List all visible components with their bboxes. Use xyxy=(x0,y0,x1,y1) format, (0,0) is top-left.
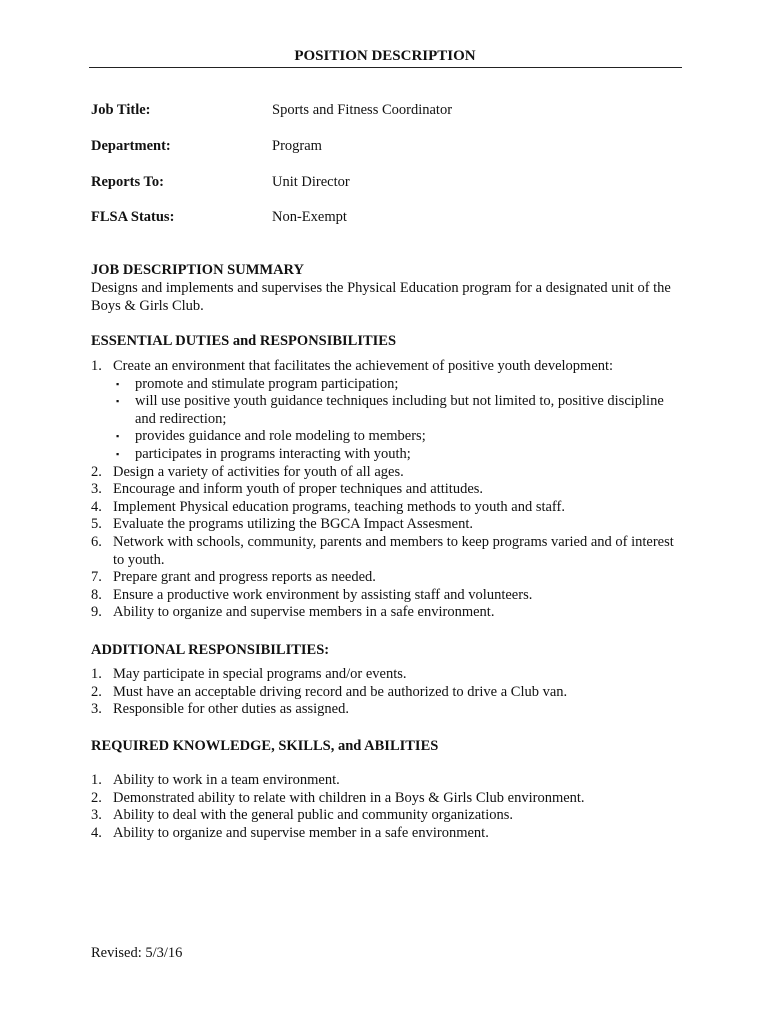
item-number: 3. xyxy=(91,481,102,498)
list-item xyxy=(91,701,686,719)
bullet-icon: ▪ xyxy=(116,448,120,459)
item-text: May participate in special programs and/or events. xyxy=(113,666,407,682)
sub-item-text: participates in programs interacting with youth; xyxy=(135,445,411,462)
required-skills-list xyxy=(91,772,686,842)
sub-list xyxy=(113,376,686,464)
essential-heading: ESSENTIAL DUTIES and RESPONSIBILITIES xyxy=(91,333,397,349)
bullet-icon: ▪ xyxy=(116,431,120,442)
list-item xyxy=(91,807,686,825)
field-label: FLSA Status: xyxy=(91,209,175,225)
list-item xyxy=(91,772,686,790)
summary-text: Designs and implements and supervises the Physical Education program for a designated unit of the Boys & Girls Club. xyxy=(91,280,671,314)
item-text: Evaluate the programs utilizing the BGCA Impact Assesment. xyxy=(113,516,474,533)
list-item xyxy=(91,684,686,702)
field-value: Non-Exempt xyxy=(272,209,347,225)
item-text: Ability to organize and supervise members in a safe environment. xyxy=(113,604,495,621)
item-number: 7. xyxy=(91,569,102,586)
field-value: Sports and Fitness Coordinator xyxy=(272,102,453,118)
item-text: Ability to work in a team environment. xyxy=(113,772,340,788)
list-item xyxy=(91,481,686,499)
sub-item-text: will use positive youth guidance techniques including but not limited to, positive discipline and redirection; xyxy=(135,393,664,427)
item-text: Ensure a productive work environment by assisting staff and volunteers. xyxy=(113,586,533,603)
required-heading: REQUIRED KNOWLEDGE, SKILLS, and ABILITIES xyxy=(91,738,439,754)
bullet-icon: ▪ xyxy=(116,396,120,407)
sub-item-text: promote and stimulate program participation; xyxy=(135,375,399,392)
item-number: 5. xyxy=(91,516,102,533)
item-number: 1. xyxy=(91,358,102,374)
field-value: Unit Director xyxy=(272,174,350,190)
item-number: 4. xyxy=(91,498,102,515)
list-item xyxy=(91,516,686,534)
list-item xyxy=(91,790,686,808)
essential-duties-list xyxy=(91,358,686,622)
item-text: Create an environment that facilitates the achievement of positive youth development: xyxy=(113,358,614,374)
sub-list-item xyxy=(113,376,686,394)
additional-responsibilities-list xyxy=(91,666,686,719)
list-item xyxy=(91,534,686,569)
title-rule xyxy=(89,67,682,68)
bullet-icon: ▪ xyxy=(116,378,120,389)
item-text: Design a variety of activities for youth of all ages. xyxy=(113,463,404,480)
item-text: Ability to deal with the general public and community organizations. xyxy=(113,807,514,824)
list-item xyxy=(91,604,686,622)
item-text: Encourage and inform youth of proper techniques and attitudes. xyxy=(113,481,484,498)
revision-date: Revised: 5/3/16 xyxy=(91,945,183,961)
item-text: Responsible for other duties as assigned. xyxy=(113,701,349,718)
list-item xyxy=(91,666,686,684)
list-item xyxy=(91,499,686,517)
sub-list-item xyxy=(113,393,686,428)
field-label: Reports To: xyxy=(91,174,164,190)
item-text: Must have an acceptable driving record and be authorized to drive a Club van. xyxy=(113,683,568,700)
item-text: Implement Physical education programs, teaching methods to youth and staff. xyxy=(113,498,565,515)
item-number: 2. xyxy=(91,463,102,480)
field-value: Program xyxy=(272,138,322,154)
additional-heading: ADDITIONAL RESPONSIBILITIES: xyxy=(91,642,330,658)
field-label: Department: xyxy=(91,138,171,154)
item-text: Prepare grant and progress reports as needed. xyxy=(113,569,376,586)
item-number: 3. xyxy=(91,807,102,824)
list-item xyxy=(91,569,686,587)
item-text: Demonstrated ability to relate with children in a Boys & Girls Club environment. xyxy=(113,789,585,806)
item-number: 9. xyxy=(91,604,102,621)
item-number: 8. xyxy=(91,586,102,603)
summary-heading: JOB DESCRIPTION SUMMARY xyxy=(91,262,304,278)
item-number: 6. xyxy=(91,533,102,550)
list-item xyxy=(91,587,686,605)
item-number: 2. xyxy=(91,789,102,806)
item-number: 1. xyxy=(91,772,102,788)
sub-list-item xyxy=(113,428,686,446)
list-item xyxy=(91,825,686,843)
document-title: POSITION DESCRIPTION xyxy=(294,48,476,64)
sub-item-text: provides guidance and role modeling to members; xyxy=(135,428,426,445)
sub-list-item xyxy=(113,446,686,464)
item-number: 2. xyxy=(91,683,102,700)
item-number: 4. xyxy=(91,824,102,841)
field-label: Job Title: xyxy=(91,102,151,118)
item-text: Network with schools, community, parents and members to keep programs varied and of interest to youth. xyxy=(113,533,674,568)
item-text: Ability to organize and supervise member in a safe environment. xyxy=(113,824,489,841)
item-number: 1. xyxy=(91,666,102,682)
item-number: 3. xyxy=(91,701,102,718)
list-item xyxy=(91,464,686,482)
list-item xyxy=(91,358,686,464)
